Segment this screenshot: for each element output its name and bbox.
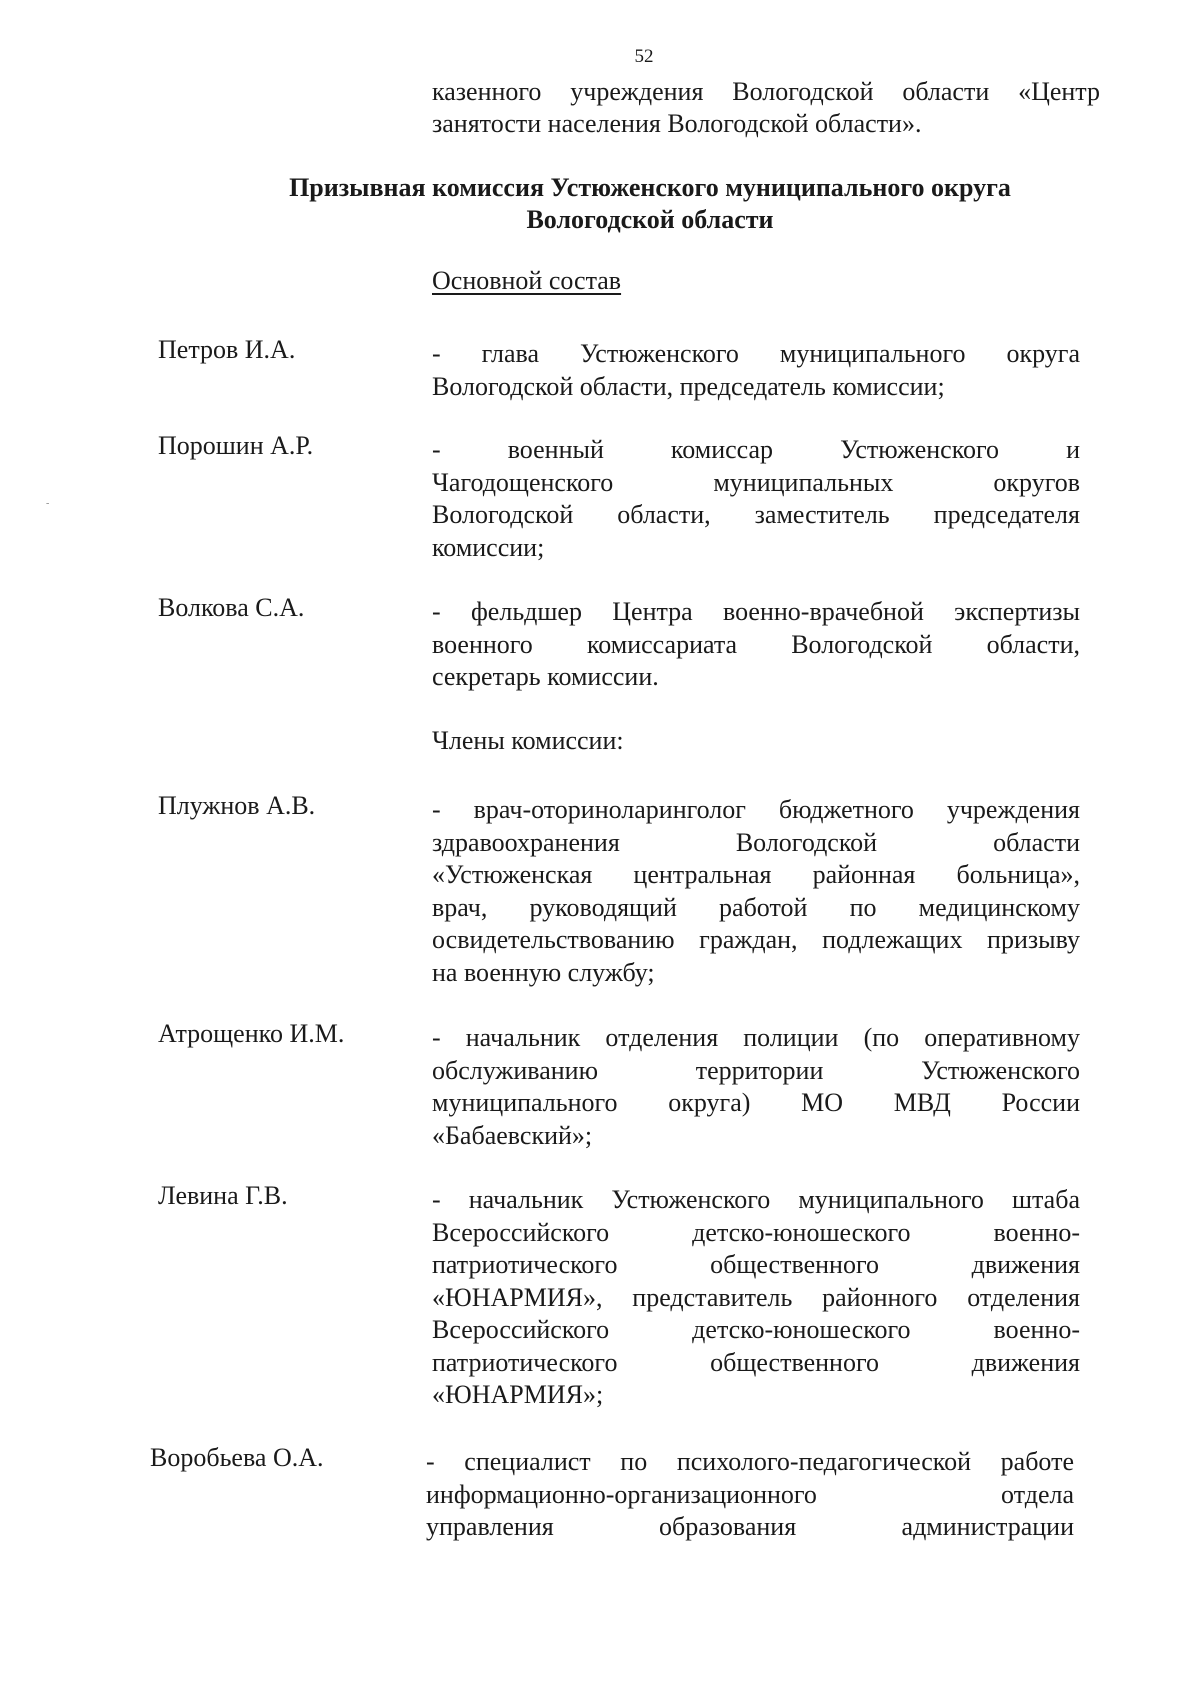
role-line: «Бабаевский»; [432,1120,593,1150]
role-line: на военную службу; [432,957,655,987]
role-line: Вологодской области, заместитель председателя [432,500,1080,529]
role-line: освидетельствованию граждан, подлежащих призыву [432,925,1080,954]
member-role [432,434,1080,564]
member-role [432,1184,1080,1412]
role-line: патриотического общественного движения [432,1250,1080,1279]
role-line: Всероссийского детско-юношеского военно- [432,1315,1080,1344]
role-line: - специалист по психолого-педагогической работе [426,1447,1074,1476]
member-name: Волкова С.А. [158,593,305,622]
role-line: - начальник Устюженского муниципального штаба [432,1185,1080,1214]
role-line: врач, руководящий работой по медицинскому [432,892,1080,922]
role-line: управления образования администрации [426,1512,1074,1541]
role-line: - фельдшер Центра военно-врачебной экспертизы [432,597,1080,626]
role-line: Всероссийского детско-юношеского военно- [432,1217,1080,1247]
intro-line: казенного учреждения Вологодской области «Центр [432,77,1100,106]
role-line: - военный комиссар Устюженского и [432,435,1080,464]
role-line: комиссии; [432,532,545,562]
intro-line: занятости населения Вологодской области». [432,109,922,138]
role-line: муниципального округа) МО МВД России [432,1088,1080,1117]
role-line: здравоохранения Вологодской области [432,827,1080,857]
role-line: Вологодской области, председатель комиссии; [432,371,945,401]
member-role [432,596,1080,694]
member-name: Левина Г.В. [158,1181,288,1210]
role-line: «ЮНАРМИЯ», представитель районного отделения [432,1282,1080,1312]
role-line: «Устюженская центральная районная больница», [432,860,1080,889]
role-line: - начальник отделения полиции (по оперативному [432,1023,1080,1052]
role-line: обслуживанию территории Устюженского [432,1055,1080,1085]
role-line: - глава Устюженского муниципального округа [432,339,1080,368]
role-line: - врач-оториноларинголог бюджетного учреждения [432,795,1080,824]
main-composition-heading: Основной состав [432,266,622,295]
members-heading: Члены комиссии: [432,726,624,755]
member-role [432,794,1080,989]
intro-paragraph [432,76,1102,140]
page-number: 52 [634,46,654,67]
commission-title [160,172,1140,236]
role-line: Чагодощенского муниципальных округов [432,467,1080,497]
scan-mark: - [46,498,50,509]
member-name: Петров И.А. [158,335,296,364]
role-line: патриотического общественного движения [432,1347,1080,1377]
member-name: Порошин А.Р. [158,431,314,460]
role-line: информационно-организационного отдела [426,1479,1074,1509]
title-line: Вологодской области [526,205,774,234]
member-name: Плужнов А.В. [158,791,316,820]
member-name: Атрощенко И.М. [158,1019,345,1048]
role-line: секретарь комиссии. [432,662,659,691]
member-name: Воробьева О.А. [150,1443,324,1472]
role-line: «ЮНАРМИЯ»; [432,1380,604,1409]
role-line: военного комиссариата Вологодской области, [432,629,1080,659]
member-role [426,1446,1074,1544]
member-role [432,338,1080,403]
member-role [432,1022,1080,1152]
title-line: Призывная комиссия Устюженского муниципального округа [289,173,1011,202]
